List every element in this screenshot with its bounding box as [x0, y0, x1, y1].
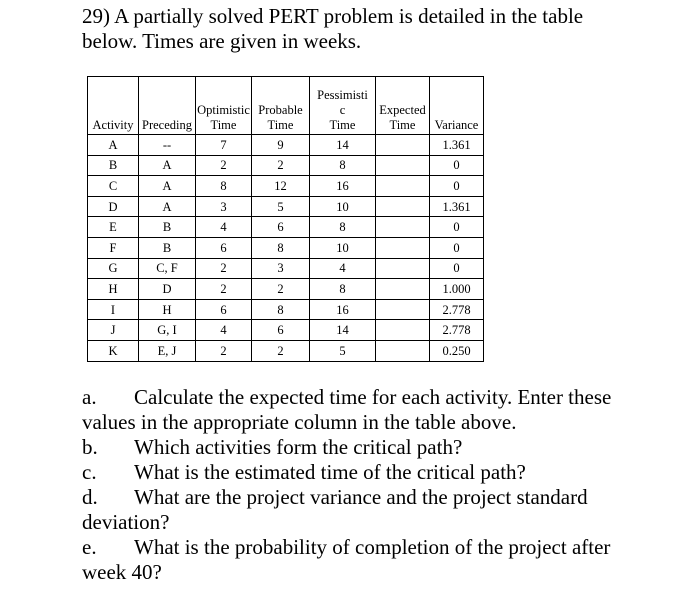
cell-probable-time: 12	[252, 176, 310, 197]
cell-optimistic-time: 6	[196, 299, 252, 320]
question-letter: c.	[82, 460, 97, 484]
header-text: Time	[389, 118, 416, 132]
cell-pessimistic-time: 16	[310, 176, 376, 197]
cell-optimistic-time: 4	[196, 320, 252, 341]
header-text: Pessimisti	[317, 88, 368, 102]
cell-preceding: G, I	[139, 320, 196, 341]
header-expected-time	[376, 77, 430, 135]
question-item	[82, 435, 652, 460]
table-row	[88, 237, 484, 258]
cell-variance: 1.361	[430, 196, 484, 217]
table-header-row	[88, 77, 484, 135]
cell-variance: 0	[430, 217, 484, 238]
cell-optimistic-time: 2	[196, 340, 252, 361]
cell-expected-time	[376, 340, 430, 361]
question-letter: a.	[82, 385, 97, 409]
pert-table	[87, 76, 484, 362]
cell-activity: F	[88, 237, 139, 258]
question-list	[82, 385, 652, 585]
header-text: Preceding	[142, 118, 192, 132]
header-optimistic-time	[196, 77, 252, 135]
header-text: Expected	[379, 103, 426, 117]
cell-activity: I	[88, 299, 139, 320]
cell-expected-time	[376, 320, 430, 341]
cell-variance: 0	[430, 258, 484, 279]
header-preceding	[139, 77, 196, 135]
cell-expected-time	[376, 258, 430, 279]
cell-optimistic-time: 7	[196, 135, 252, 156]
cell-variance: 0	[430, 237, 484, 258]
cell-pessimistic-time: 8	[310, 155, 376, 176]
cell-expected-time	[376, 196, 430, 217]
header-pessimistic-time	[310, 77, 376, 135]
question-item	[82, 385, 652, 435]
header-text: Activity	[92, 118, 134, 132]
cell-probable-time: 6	[252, 217, 310, 238]
cell-expected-time	[376, 237, 430, 258]
header-text: c	[339, 103, 346, 117]
cell-pessimistic-time: 8	[310, 217, 376, 238]
cell-preceding: C, F	[139, 258, 196, 279]
cell-expected-time	[376, 299, 430, 320]
table-row	[88, 155, 484, 176]
header-text: Optimistic	[197, 103, 250, 117]
question-text: Which activities form the critical path?	[134, 435, 463, 459]
question-text: Calculate the expected time for each activity. Enter these	[134, 385, 612, 409]
cell-probable-time: 3	[252, 258, 310, 279]
cell-preceding: --	[139, 135, 196, 156]
cell-pessimistic-time: 14	[310, 320, 376, 341]
cell-activity: C	[88, 176, 139, 197]
cell-preceding: A	[139, 196, 196, 217]
table-row	[88, 340, 484, 361]
cell-probable-time: 6	[252, 320, 310, 341]
problem-line-2: below. Times are given in weeks.	[82, 29, 362, 53]
cell-expected-time	[376, 155, 430, 176]
question-letter: e.	[82, 535, 97, 559]
question-text: What is the probability of completion of the project after	[134, 535, 611, 559]
header-text: Time	[329, 118, 356, 132]
cell-activity: B	[88, 155, 139, 176]
cell-activity: A	[88, 135, 139, 156]
cell-optimistic-time: 2	[196, 258, 252, 279]
cell-preceding: H	[139, 299, 196, 320]
cell-activity: H	[88, 279, 139, 300]
table-row	[88, 279, 484, 300]
cell-variance: 2.778	[430, 299, 484, 320]
cell-optimistic-time: 3	[196, 196, 252, 217]
cell-expected-time	[376, 217, 430, 238]
question-item	[82, 485, 652, 535]
cell-activity: J	[88, 320, 139, 341]
cell-optimistic-time: 8	[196, 176, 252, 197]
header-probable-time	[252, 77, 310, 135]
cell-preceding: B	[139, 237, 196, 258]
cell-optimistic-time: 2	[196, 155, 252, 176]
cell-preceding: A	[139, 155, 196, 176]
question-item	[82, 460, 652, 485]
cell-preceding: A	[139, 176, 196, 197]
table-row	[88, 135, 484, 156]
question-letter: b.	[82, 435, 98, 459]
question-text: values in the appropriate column in the table above.	[82, 410, 517, 434]
question-text: deviation?	[82, 510, 170, 534]
cell-pessimistic-time: 5	[310, 340, 376, 361]
question-text: What is the estimated time of the critical path?	[134, 460, 526, 484]
question-text: What are the project variance and the project standard	[134, 485, 588, 509]
cell-probable-time: 2	[252, 155, 310, 176]
cell-optimistic-time: 4	[196, 217, 252, 238]
table-row	[88, 196, 484, 217]
problem-line-1: 29) A partially solved PERT problem is detailed in the table	[82, 4, 584, 28]
cell-expected-time	[376, 279, 430, 300]
header-text: Time	[210, 118, 237, 132]
header-activity	[88, 77, 139, 135]
table-body	[88, 135, 484, 362]
cell-pessimistic-time: 4	[310, 258, 376, 279]
cell-activity: G	[88, 258, 139, 279]
table-row	[88, 176, 484, 197]
header-text: Variance	[434, 118, 479, 132]
cell-probable-time: 9	[252, 135, 310, 156]
cell-probable-time: 8	[252, 237, 310, 258]
cell-expected-time	[376, 135, 430, 156]
table-row	[88, 299, 484, 320]
cell-probable-time: 2	[252, 340, 310, 361]
cell-variance: 0	[430, 155, 484, 176]
cell-pessimistic-time: 14	[310, 135, 376, 156]
problem-statement	[82, 4, 682, 54]
cell-variance: 2.778	[430, 320, 484, 341]
cell-pessimistic-time: 10	[310, 196, 376, 217]
cell-preceding: B	[139, 217, 196, 238]
table-row	[88, 217, 484, 238]
cell-probable-time: 5	[252, 196, 310, 217]
cell-preceding: E, J	[139, 340, 196, 361]
header-text: Probable	[258, 103, 303, 117]
cell-probable-time: 8	[252, 299, 310, 320]
question-item	[82, 535, 652, 585]
cell-pessimistic-time: 10	[310, 237, 376, 258]
cell-activity: D	[88, 196, 139, 217]
cell-variance: 0.250	[430, 340, 484, 361]
cell-expected-time	[376, 176, 430, 197]
table-row	[88, 320, 484, 341]
header-text: Time	[267, 118, 294, 132]
header-variance	[430, 77, 484, 135]
cell-optimistic-time: 6	[196, 237, 252, 258]
question-letter: d.	[82, 485, 98, 509]
cell-optimistic-time: 2	[196, 279, 252, 300]
cell-variance: 0	[430, 176, 484, 197]
cell-pessimistic-time: 8	[310, 279, 376, 300]
cell-activity: K	[88, 340, 139, 361]
cell-preceding: D	[139, 279, 196, 300]
cell-variance: 1.000	[430, 279, 484, 300]
cell-activity: E	[88, 217, 139, 238]
cell-pessimistic-time: 16	[310, 299, 376, 320]
question-text: week 40?	[82, 560, 162, 584]
cell-probable-time: 2	[252, 279, 310, 300]
table-row	[88, 258, 484, 279]
cell-variance: 1.361	[430, 135, 484, 156]
